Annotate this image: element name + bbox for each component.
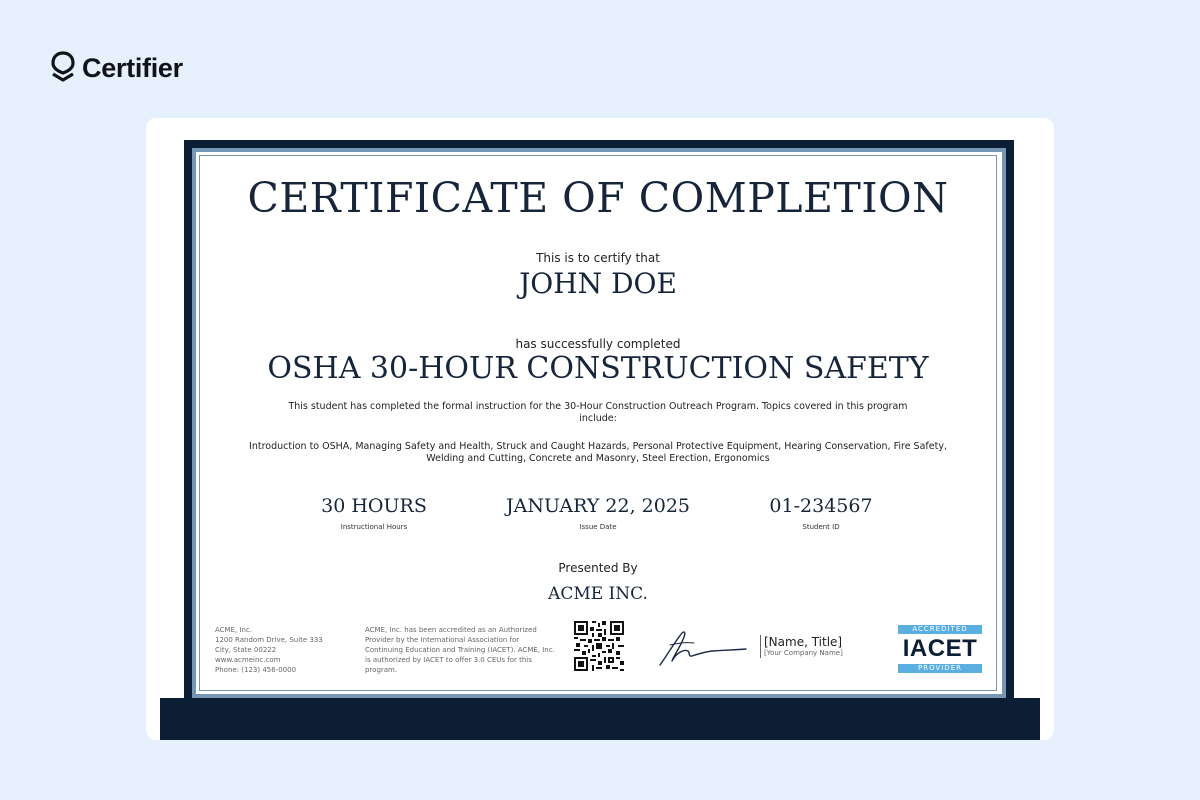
completed-text: has successfully completed xyxy=(515,337,681,351)
stat-value: 30 HOURS xyxy=(321,495,427,517)
stat-label: Student ID xyxy=(802,523,840,531)
iacet-badge-bottom: PROVIDER xyxy=(898,664,982,673)
signatory-name: [Name, Title] xyxy=(764,635,843,649)
presenter-name: ACME INC. xyxy=(548,584,648,604)
stat-value: 01-234567 xyxy=(769,495,873,517)
qr-code-icon[interactable] xyxy=(574,621,624,671)
course-title: OSHA 30-HOUR CONSTRUCTION SAFETY xyxy=(267,351,929,386)
certificate-bottom-band xyxy=(160,698,1040,740)
address-line: City, State 00222 xyxy=(215,646,277,654)
certifier-logo-icon xyxy=(50,50,76,86)
certificate-content xyxy=(199,155,997,691)
presented-by-label: Presented By xyxy=(558,561,638,575)
stat-student-id xyxy=(701,495,941,531)
stat-label: Instructional Hours xyxy=(340,523,408,531)
iacet-badge-top: ACCREDITED xyxy=(898,625,982,634)
stat-instructional-hours xyxy=(254,495,494,531)
address-line: www.acmeinc.com xyxy=(215,656,281,664)
iacet-badge xyxy=(898,625,982,673)
address-line: Phone: (123) 456-0000 xyxy=(215,666,297,674)
stat-value: JANUARY 22, 2025 xyxy=(505,495,691,517)
stat-issue-date xyxy=(478,495,718,531)
brand-logo xyxy=(50,50,183,86)
certificate-card xyxy=(146,118,1054,740)
address-line: ACME, Inc. xyxy=(215,626,253,634)
certificate-title: CERTIFICATE OF COMPLETION xyxy=(247,174,949,222)
course-description: This student has completed the formal instruction for the 30-Hour Construction Outreach Program. Topics covered in this program include: xyxy=(288,401,908,424)
signatory-company: [Your Company Name] xyxy=(764,649,843,657)
recipient-name: JOHN DOE xyxy=(519,267,677,300)
brand-name: Certifier xyxy=(82,52,183,83)
stat-label: Issue Date xyxy=(579,523,617,531)
accreditation-statement: ACME, Inc. has been accredited as an Authorized Provider by the International Association for Continuing Education and Training (IACET). ACME, Inc. is authorized by IACET to offer 3.0 CEUs for this program. xyxy=(365,626,555,674)
certify-text: This is to certify that xyxy=(536,251,660,265)
issuer-address xyxy=(215,625,323,675)
course-topics: Introduction to OSHA, Managing Safety and Health, Struck and Caught Hazards, Personal Protective Equipment, Hearing Conservation, Fire Safety, Welding and Cutting, Concrete and Masonry, Steel Erection, Ergonomics xyxy=(249,441,947,464)
address-line: 1200 Random Drive, Suite 333 xyxy=(215,636,323,644)
iacet-badge-main: IACET xyxy=(902,635,978,662)
signature-icon xyxy=(654,621,750,671)
signatory-block xyxy=(760,635,843,658)
